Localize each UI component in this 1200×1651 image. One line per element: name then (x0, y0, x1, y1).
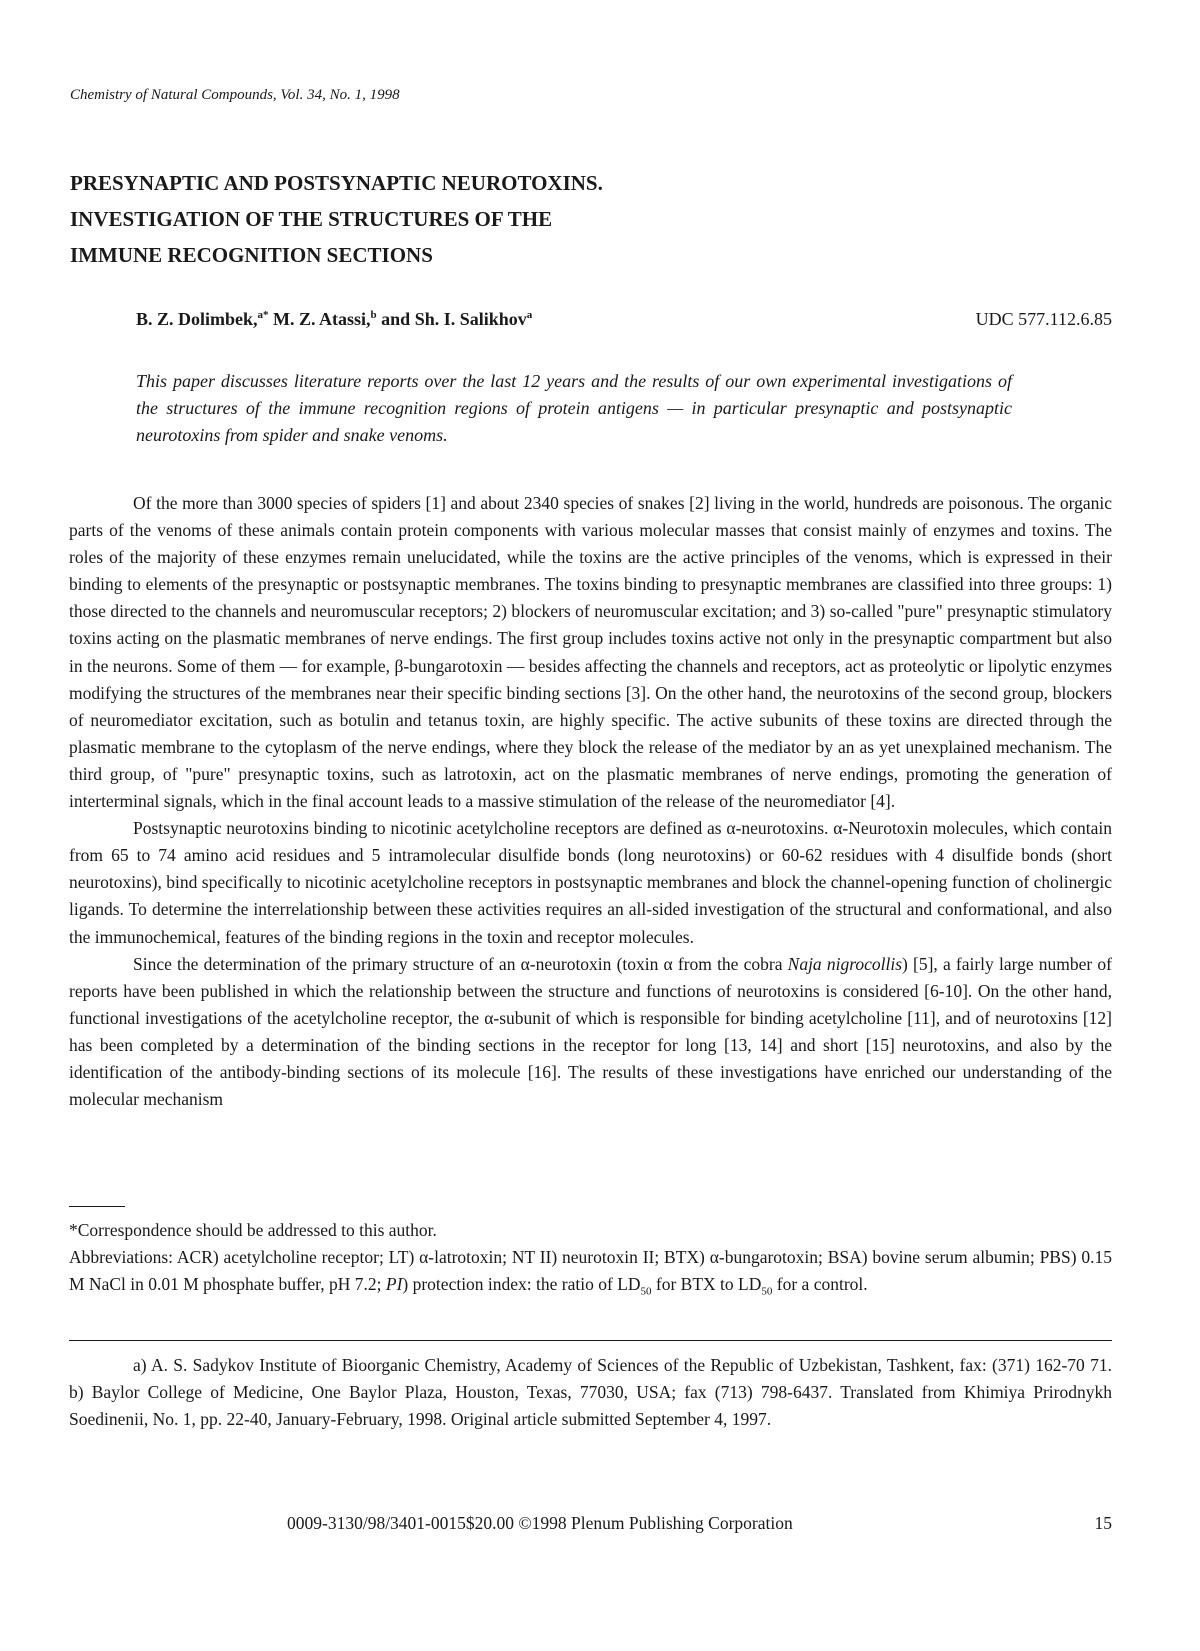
author-affiliation-mark: a (526, 309, 533, 321)
body-paragraph-2: Postsynaptic neurotoxins binding to nicotinic acetylcholine receptors are defined as α-neurotoxins. α-Neurotoxin molecules, which contain from 65 to 74 amino acid residues and 5 intramolecular disulfide bonds (long neurotoxins) or 60-62 residues with 4 disulfide bonds (short neurotoxins), bind specifically to nicotinic acetylcholine receptors in postsynaptic membranes and block the channel-opening function of cholinergic ligands. To determine the interrelationship between these activities requires an all-sided investigation of the structural and conformational, and also the immunochemical, features of the binding regions in the toxin and receptor molecules. (69, 818, 1112, 947)
author-list (136, 309, 532, 330)
article-body (69, 490, 1112, 1113)
abbreviations-text: ) protection index: the ratio of LD (402, 1274, 641, 1294)
title-line-1: PRESYNAPTIC AND POSTSYNAPTIC NEUROTOXINS. (70, 171, 603, 195)
author-name: and Sh. I. Salikhov (381, 309, 527, 329)
subscript: 50 (761, 1285, 773, 1298)
paragraph-text: Since the determination of the primary structure of an α-neurotoxin (toxin α from the cobra (133, 953, 788, 974)
abbreviations-text: for a control. (772, 1274, 868, 1294)
abbreviation-symbol: PI (385, 1274, 403, 1294)
footnote-divider (69, 1206, 125, 1207)
paragraph-text: ) [5], a fairly large number of reports have been published in which the relationship between the structure and functions of neurotoxins is considered [6-10]. On the other hand, functional investigations of the acetylcholine receptor, the α-subunit of which is responsible for binding acetylcholine [11], and of neurotoxins [12] has been completed by a determination of the binding sections in the receptor for long [13, 14] and short [15] neurotoxins, and also by the identification of the antibody-binding sections of its molecule [16]. The results of these investigations have enriched our understanding of the molecular mechanism (69, 953, 1112, 1110)
affiliations-note: a) A. S. Sadykov Institute of Bioorganic Chemistry, Academy of Sciences of the Republic of Uzbekistan, Tashkent, fax: (371) 162-70 71. b) Baylor College of Medicine, One Baylor Plaza, Houston, Texas, 77030, USA; fax (713) 798-6437. Translated from Khimiya Prirodnykh Soedinenii, No. 1, pp. 22-40, January-February, 1998. Original article submitted September 4, 1997. (69, 1355, 1112, 1429)
copyright-line: 0009-3130/98/3401-0015$20.00 ©1998 Plenum Publishing Corporation (287, 1513, 793, 1533)
body-paragraph-1: Of the more than 3000 species of spiders [1] and about 2340 species of snakes [2] living in the world, hundreds are poisonous. The organic parts of the venoms of these animals contain protein components with various molecular masses that consist mainly of enzymes and toxins. The roles of the majority of these enzymes remain unelucidated, while the toxins are the active principles of the venoms, which is expressed in their binding to elements of the presynaptic or postsynaptic membranes. The toxins binding to presynaptic membranes are classified into three groups: 1) those directed to the channels and neuromuscular receptors; 2) blockers of neuromuscular excitation; and 3) so-called "pure" presynaptic stimulatory toxins acting on the plasmatic membranes of nerve endings. The first group includes toxins active not only in the presynaptic compartment but also in the neurons. Some of them — for example, β-bungarotoxin — besides affecting the channels and receptors, act as proteolytic or lipolytic enzymes modifying the structures of the membranes near their specific binding sections [3]. On the other hand, the neurotoxins of the second group, blockers of neuromediator excitation, such as botulin and tetanus toxin, are highly specific. The active subunits of these toxins are directed through the plasmatic membrane to the cytoplasm of the nerve endings, where they block the release of the mediator by an as yet unexplained mechanism. The third group, of "pure" presynaptic toxins, such as latrotoxin, act on the plasmatic membranes of nerve endings, promoting the generation of interterminal signals, which in the final account leads to a massive stimulation of the release of the neuromediator [4]. (69, 493, 1112, 812)
author-affiliation-mark: b (370, 309, 377, 321)
author-name: M. Z. Atassi, (273, 309, 371, 329)
correspondence-note: *Correspondence should be addressed to this author. (69, 1220, 437, 1240)
abbreviations-text: for BTX to LD (651, 1274, 762, 1294)
subscript: 50 (640, 1285, 652, 1298)
title-line-3: IMMUNE RECOGNITION SECTIONS (70, 243, 433, 267)
author-affiliation-mark: a* (257, 309, 269, 321)
abbreviations-note (69, 1244, 1112, 1306)
article-title (70, 165, 970, 273)
body-paragraph-3 (69, 951, 1112, 1114)
abstract: This paper discusses literature reports over the last 12 years and the results of our own experimental investigations of the structures of the immune recognition regions of protein antigens — in particular presynaptic and postsynaptic neurotoxins from spider and snake venoms. (136, 371, 1012, 445)
page-number: 15 (1094, 1513, 1112, 1533)
title-line-2: INVESTIGATION OF THE STRUCTURES OF THE (70, 207, 553, 231)
author-name: B. Z. Dolimbek, (136, 309, 258, 329)
abbreviations-text: Abbreviations: ACR) acetylcholine receptor; LT) α-latrotoxin; NT II) neurotoxin II; BTX) α-bungarotoxin; BSA) bovine serum albumin; PBS) 0.15 M NaCl in 0.01 M phosphate buffer, pH 7.2; (69, 1247, 1112, 1294)
journal-citation: Chemistry of Natural Compounds, Vol. 34, No. 1, 1998 (70, 87, 400, 103)
udc-code: UDC 577.112.6.85 (975, 309, 1112, 329)
species-name: Naja nigrocollis (787, 953, 903, 974)
affiliation-divider (69, 1340, 1112, 1341)
footnotes (69, 1217, 1112, 1306)
